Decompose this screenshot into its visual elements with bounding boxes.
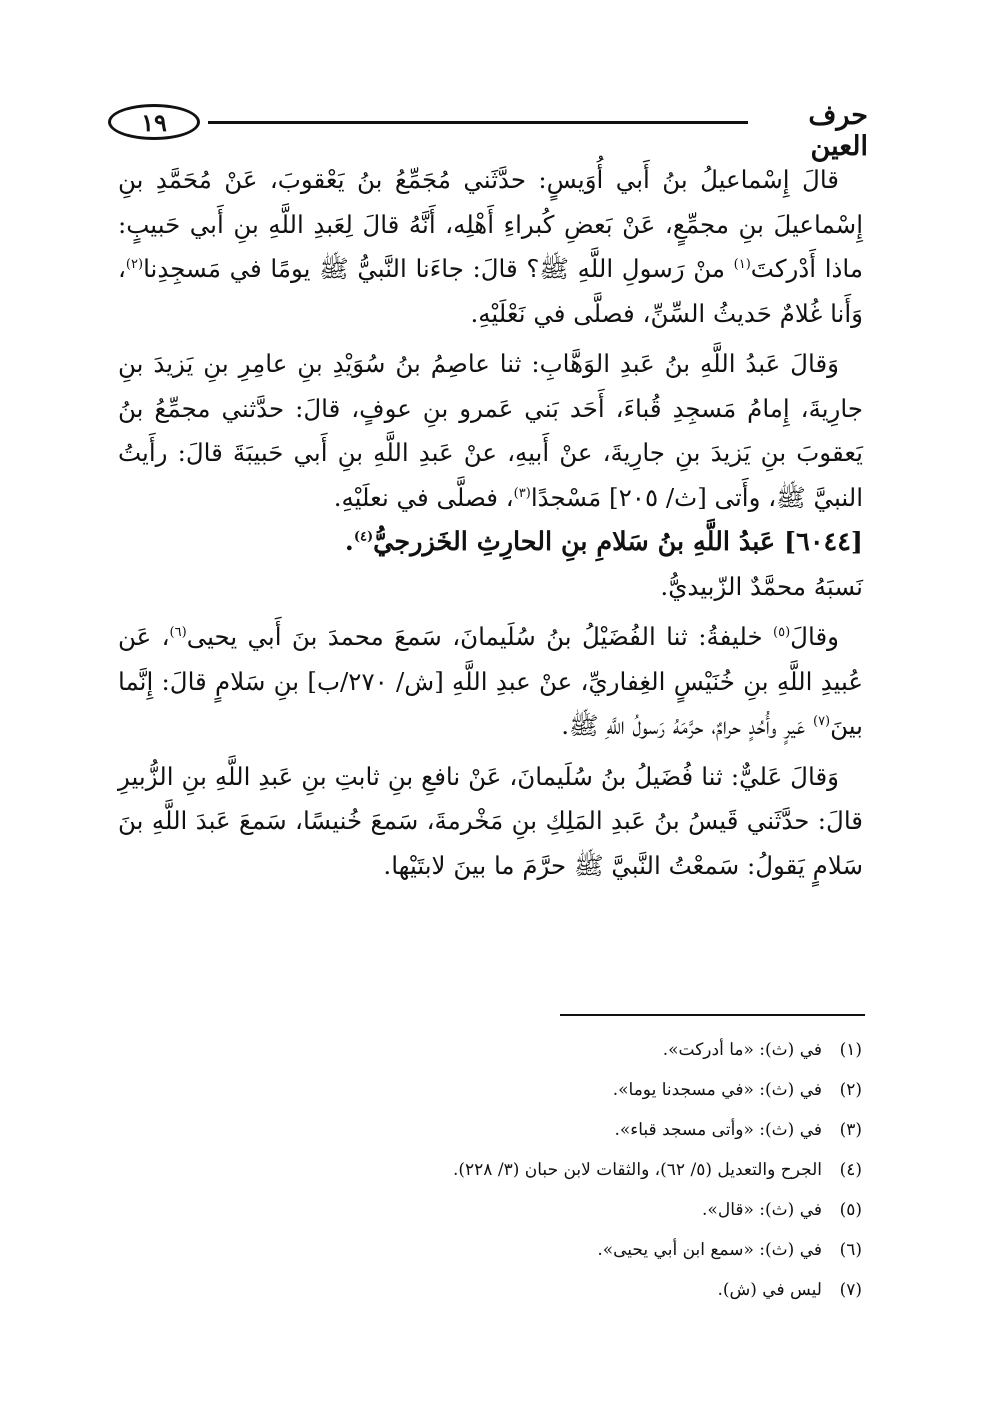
footnote-marker: (٢) — [125, 256, 144, 272]
footnote-text: في (ث): «سمع ابن أبي يحيى». — [597, 1240, 822, 1260]
footnote-number: (٦) — [839, 1240, 862, 1260]
footnote-text: في (ث): «ما أدركت». — [662, 1040, 822, 1060]
footnote-number: (٣) — [839, 1120, 862, 1140]
paragraph-3 — [118, 615, 863, 749]
footnote-item — [300, 1270, 862, 1310]
footnote-marker: (٥) — [773, 624, 791, 640]
paragraph-text: ، وَأَنا غُلامٌ حَديثُ السِّنِّ، فصلَّى في نَعْلَيْهِ. — [118, 254, 863, 328]
entry-number: [٦٠٤٤] — [784, 527, 863, 557]
page-header — [108, 100, 868, 162]
paragraph-1 — [118, 158, 863, 336]
paragraph-text: عَيرٍ وأُحُدٍ حرامٌ، حرَّمَهُ رَسولُ اللَّهِ ﷺ. — [561, 711, 813, 740]
paragraph-2 — [118, 342, 863, 520]
main-text — [118, 158, 863, 888]
footnote-number: (٥) — [839, 1200, 862, 1220]
paragraph-text: قالَ إِسْماعيلُ بنُ أَبي أُوَيسٍ: حدَّثَني مُجَمِّعُ بنُ يَعْقوبَ، عَنْ مُحَمَّدِ بنِ إِسْماعيلَ بنِ مجمِّعٍ، عَنْ بَعضِ كُبراءِ أَهْلِه، أَنَّهُ قالَ لِعَبدِ اللَّهِ بنِ أَبي حَبيبٍ: ماذا أَدْركتَ — [118, 165, 863, 283]
paragraph-text: وقالَ — [790, 622, 839, 651]
footnote-number: (٤) — [839, 1160, 862, 1180]
page-number: ١٩ — [141, 107, 167, 137]
footnote-marker: (٧) — [812, 713, 831, 729]
paragraph-text: وَقالَ عَليٌّ: ثنا فُضَيلُ بنُ سُلَيمانَ، عَنْ نافعِ بنِ ثابتِ بنِ عَبدِ اللَّهِ بنِ الزُّبيرِ قالَ: حدَّثَني قَيسُ بنُ عَبدِ المَلِكِ بنِ مَخْرمةَ، سَمعَ خُنيسًا، سَمعَ عَبدَ اللَّهِ بنَ سَلامٍ يَقولُ: سَمعْتُ النَّبيَّ ﷺ حرَّمَ ما بينَ لابتَيْها. — [118, 761, 863, 880]
footnote-item — [300, 1030, 862, 1070]
footnote-number: (٢) — [839, 1080, 862, 1100]
footnote-text: الجرح والتعديل (٥/ ٦٢)، والثقات لابن حبان (٣/ ٢٢٨). — [453, 1160, 822, 1180]
footnote-item — [300, 1230, 862, 1270]
footnote-text: ليس في (ش). — [717, 1280, 822, 1300]
paragraph-text: وَقالَ عَبدُ اللَّهِ بنُ عَبدِ الوَهَّابِ: ثنا عاصِمُ بنُ سُوَيْدِ بنِ عامِرِ بنِ يَزيدَ بنِ جارِيةَ، إِمامُ مَسجِدِ قُباءَ، أَحَد بَني عَمرو بنِ عوفٍ، قالَ: حدَّثني مجمِّعُ بنُ يَعقوبَ بنِ يَزيدَ بنِ جارِيةَ، عنْ أَبيهِ، عنْ عَبدِ اللَّهِ بنِ أَبي حَبيبَةَ قالَ: رأَيتُ النبيَّ ﷺ، وأَتى [ث/ ٢٠٥] مَسْجدًا — [118, 349, 863, 512]
footnote-text: في (ث): «في مسجدنا يوما». — [612, 1080, 822, 1100]
footnote-marker: (٦) — [169, 624, 187, 640]
footnote-item — [300, 1190, 862, 1230]
footnote-number: (٧) — [839, 1280, 862, 1300]
entry-heading — [118, 520, 863, 565]
chapter-title: حرف العين — [808, 100, 868, 162]
paragraph-4 — [118, 755, 863, 889]
paragraph-text: ، عَن عُبيدِ اللَّهِ بنِ خُنَيْسٍ الغِفاريِّ، عنْ عبدِ اللَّهِ [ش/ ٢٧٠/ب] بنِ سَلامٍ قالَ: إِنَّما بينَ — [118, 622, 863, 740]
header-rule — [208, 121, 748, 124]
footnote-item — [300, 1070, 862, 1110]
page-number-badge — [108, 104, 200, 140]
paragraph-text: خليفةُ: ثنا الفُضَيْلُ بنُ سُلَيمانَ، سَمعَ محمدَ بنَ أَبي يحيى — [186, 622, 774, 651]
entry-end: . — [344, 527, 354, 557]
paragraph-text: منْ رَسولِ اللَّهِ ﷺ؟ قالَ: جاءَنا النَّبيُّ ﷺ يومًا في مَسجِدِنا — [143, 254, 734, 283]
paragraph-text: ، فصلَّى في نعلَيْهِ. — [333, 482, 514, 512]
footnote-marker: (٣) — [513, 485, 531, 501]
lineage-line: نَسبَهُ محمَّدٌ الزّبيديُّ. — [660, 571, 863, 601]
footnote-item — [300, 1110, 862, 1150]
footnote-marker: (١) — [733, 256, 751, 272]
footnote-text: في (ث): «قال». — [702, 1200, 822, 1220]
footnote-item — [300, 1150, 862, 1190]
footnote-marker: (٤) — [353, 529, 374, 545]
footnote-text: في (ث): «وأتى مسجد قباء». — [614, 1120, 822, 1140]
footnote-number: (١) — [839, 1040, 862, 1060]
entry-name: عَبدُ اللَّهِ بنُ سَلامِ بنِ الحارِثِ الخَزرجيُّ — [373, 527, 776, 557]
footnote-separator — [560, 1014, 865, 1016]
footnotes — [300, 1030, 862, 1310]
